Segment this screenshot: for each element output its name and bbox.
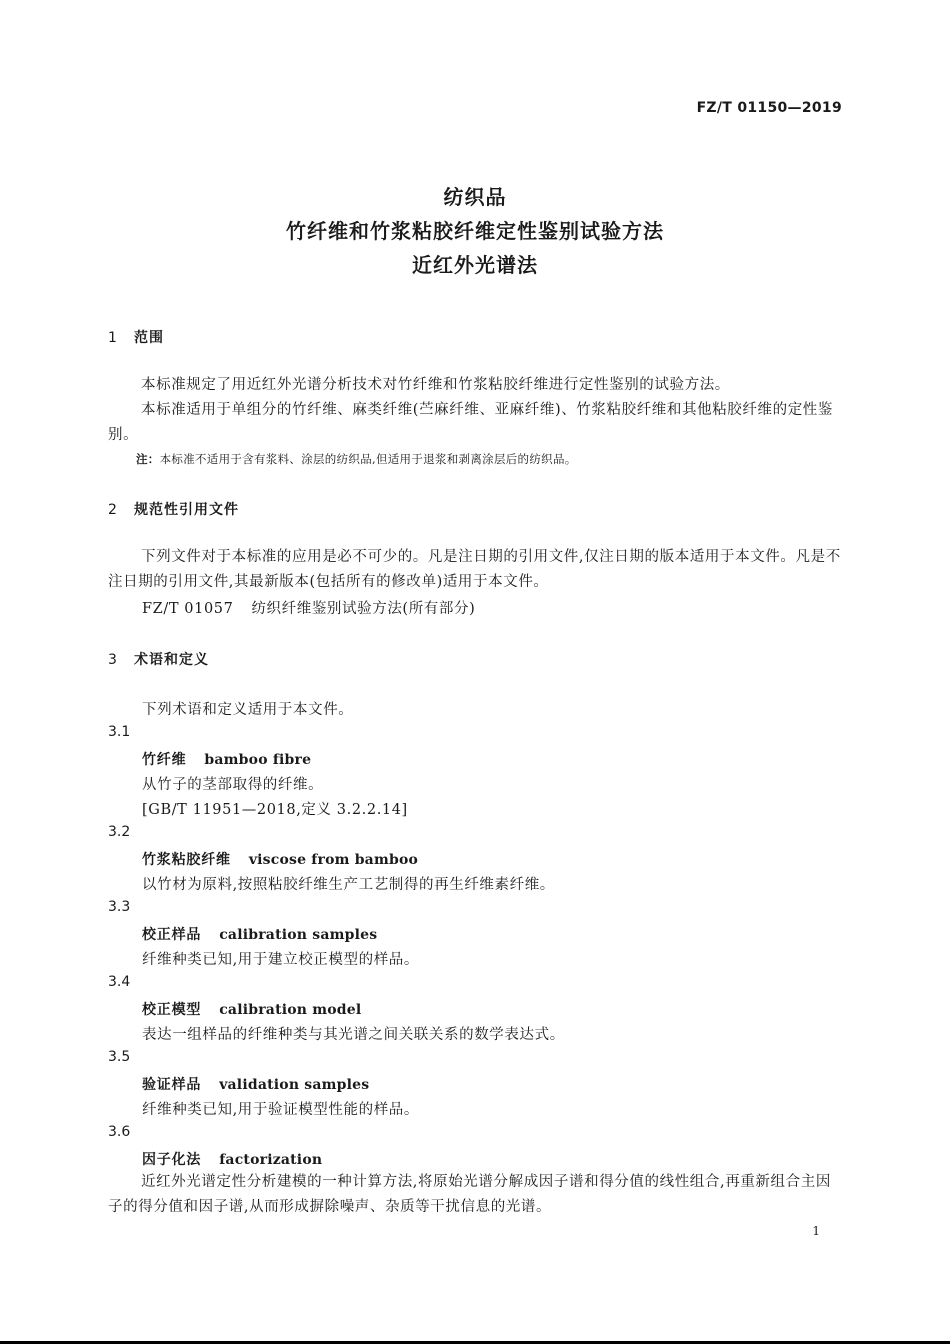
term-number: 3.5 — [108, 1049, 131, 1065]
page-number: 1 — [812, 1224, 820, 1238]
term-number: 3.1 — [108, 724, 131, 740]
section-3-intro: 下列术语和定义适用于本文件。 — [142, 702, 354, 718]
section-number: 1 — [108, 330, 118, 346]
term-number: 3.3 — [108, 899, 131, 915]
section-2-paragraph-1: 下列文件对于本标准的应用是必不可少的。凡是注日期的引用文件,仅注日期的版本适用于本文件。凡是不注日期的引用文件,其最新版本(包括所有的修改单)适用于本文件。 — [108, 549, 841, 590]
section-title: 术语和定义 — [134, 652, 209, 668]
term-en: viscose from bamboo — [248, 852, 419, 868]
section-title: 规范性引用文件 — [134, 502, 239, 518]
term-source: [GB/T 11951—2018,定义 3.2.2.14] — [142, 802, 408, 818]
term-zh: 校正模型 — [142, 1002, 202, 1018]
term-heading — [142, 1149, 322, 1169]
reference-title: 纺织纤维鉴别试验方法(所有部分) — [251, 601, 476, 617]
term-zh: 因子化法 — [142, 1152, 202, 1168]
standard-code: FZ/T 01150—2019 — [696, 100, 842, 116]
term-en: factorization — [219, 1152, 323, 1168]
term-zh: 竹浆粘胶纤维 — [142, 852, 231, 868]
term-definition: 纤维种类已知,用于验证模型性能的样品。 — [142, 1102, 420, 1118]
term-heading — [142, 924, 377, 944]
document-title — [0, 180, 950, 282]
section-3-heading — [108, 649, 209, 669]
term-heading — [142, 1074, 369, 1094]
term-number: 3.2 — [108, 824, 131, 840]
section-2-heading — [108, 499, 239, 519]
term-zh: 竹纤维 — [142, 752, 187, 768]
term-definition: 以竹材为原料,按照粘胶纤维生产工艺制得的再生纤维素纤维。 — [142, 877, 555, 893]
section-1-note — [136, 451, 577, 467]
title-line-3: 近红外光谱法 — [412, 253, 538, 277]
term-en: validation samples — [219, 1077, 370, 1093]
term-en: bamboo fibre — [204, 752, 312, 768]
note-label: 注： — [136, 452, 160, 466]
term-definition: 纤维种类已知,用于建立校正模型的样品。 — [142, 952, 420, 968]
term-heading — [142, 749, 311, 769]
section-number: 3 — [108, 652, 118, 668]
section-title: 范围 — [134, 330, 164, 346]
term-zh: 验证样品 — [142, 1077, 202, 1093]
term-heading — [142, 999, 361, 1019]
term-number: 3.4 — [108, 974, 131, 990]
term-number: 3.6 — [108, 1124, 131, 1140]
term-definition: 表达一组样品的纤维种类与其光谱之间关联关系的数学表达式。 — [142, 1027, 565, 1043]
term-heading — [142, 849, 418, 869]
section-1-heading — [108, 327, 164, 347]
section-1-paragraph-2: 本标准适用于单组分的竹纤维、麻类纤维(苎麻纤维、亚麻纤维)、竹浆粘胶纤维和其他粘胶纤维的定性鉴别。 — [108, 402, 834, 443]
section-number: 2 — [108, 502, 118, 518]
note-text: 本标准不适用于含有浆料、涂层的纺织品,但适用于退浆和剥离涂层后的纺织品。 — [159, 452, 577, 466]
title-line-2: 竹纤维和竹浆粘胶纤维定性鉴别试验方法 — [286, 219, 664, 243]
reference-code: FZ/T 01057 — [142, 601, 234, 617]
term-en: calibration samples — [219, 927, 378, 943]
term-en: calibration model — [219, 1002, 362, 1018]
section-1-paragraph-1: 本标准规定了用近红外光谱分析技术对竹纤维和竹浆粘胶纤维进行定性鉴别的试验方法。 — [141, 377, 730, 393]
term-definition: 近红外光谱定性分析建模的一种计算方法,将原始光谱分解成因子谱和得分值的线性组合,再重新组合主因子的得分值和因子谱,从而形成摒除噪声、杂质等干扰信息的光谱。 — [108, 1174, 831, 1215]
term-definition: 从竹子的茎部取得的纤维。 — [142, 777, 324, 793]
term-zh: 校正样品 — [142, 927, 202, 943]
title-line-1: 纺织品 — [443, 185, 507, 209]
normative-reference — [142, 597, 475, 618]
